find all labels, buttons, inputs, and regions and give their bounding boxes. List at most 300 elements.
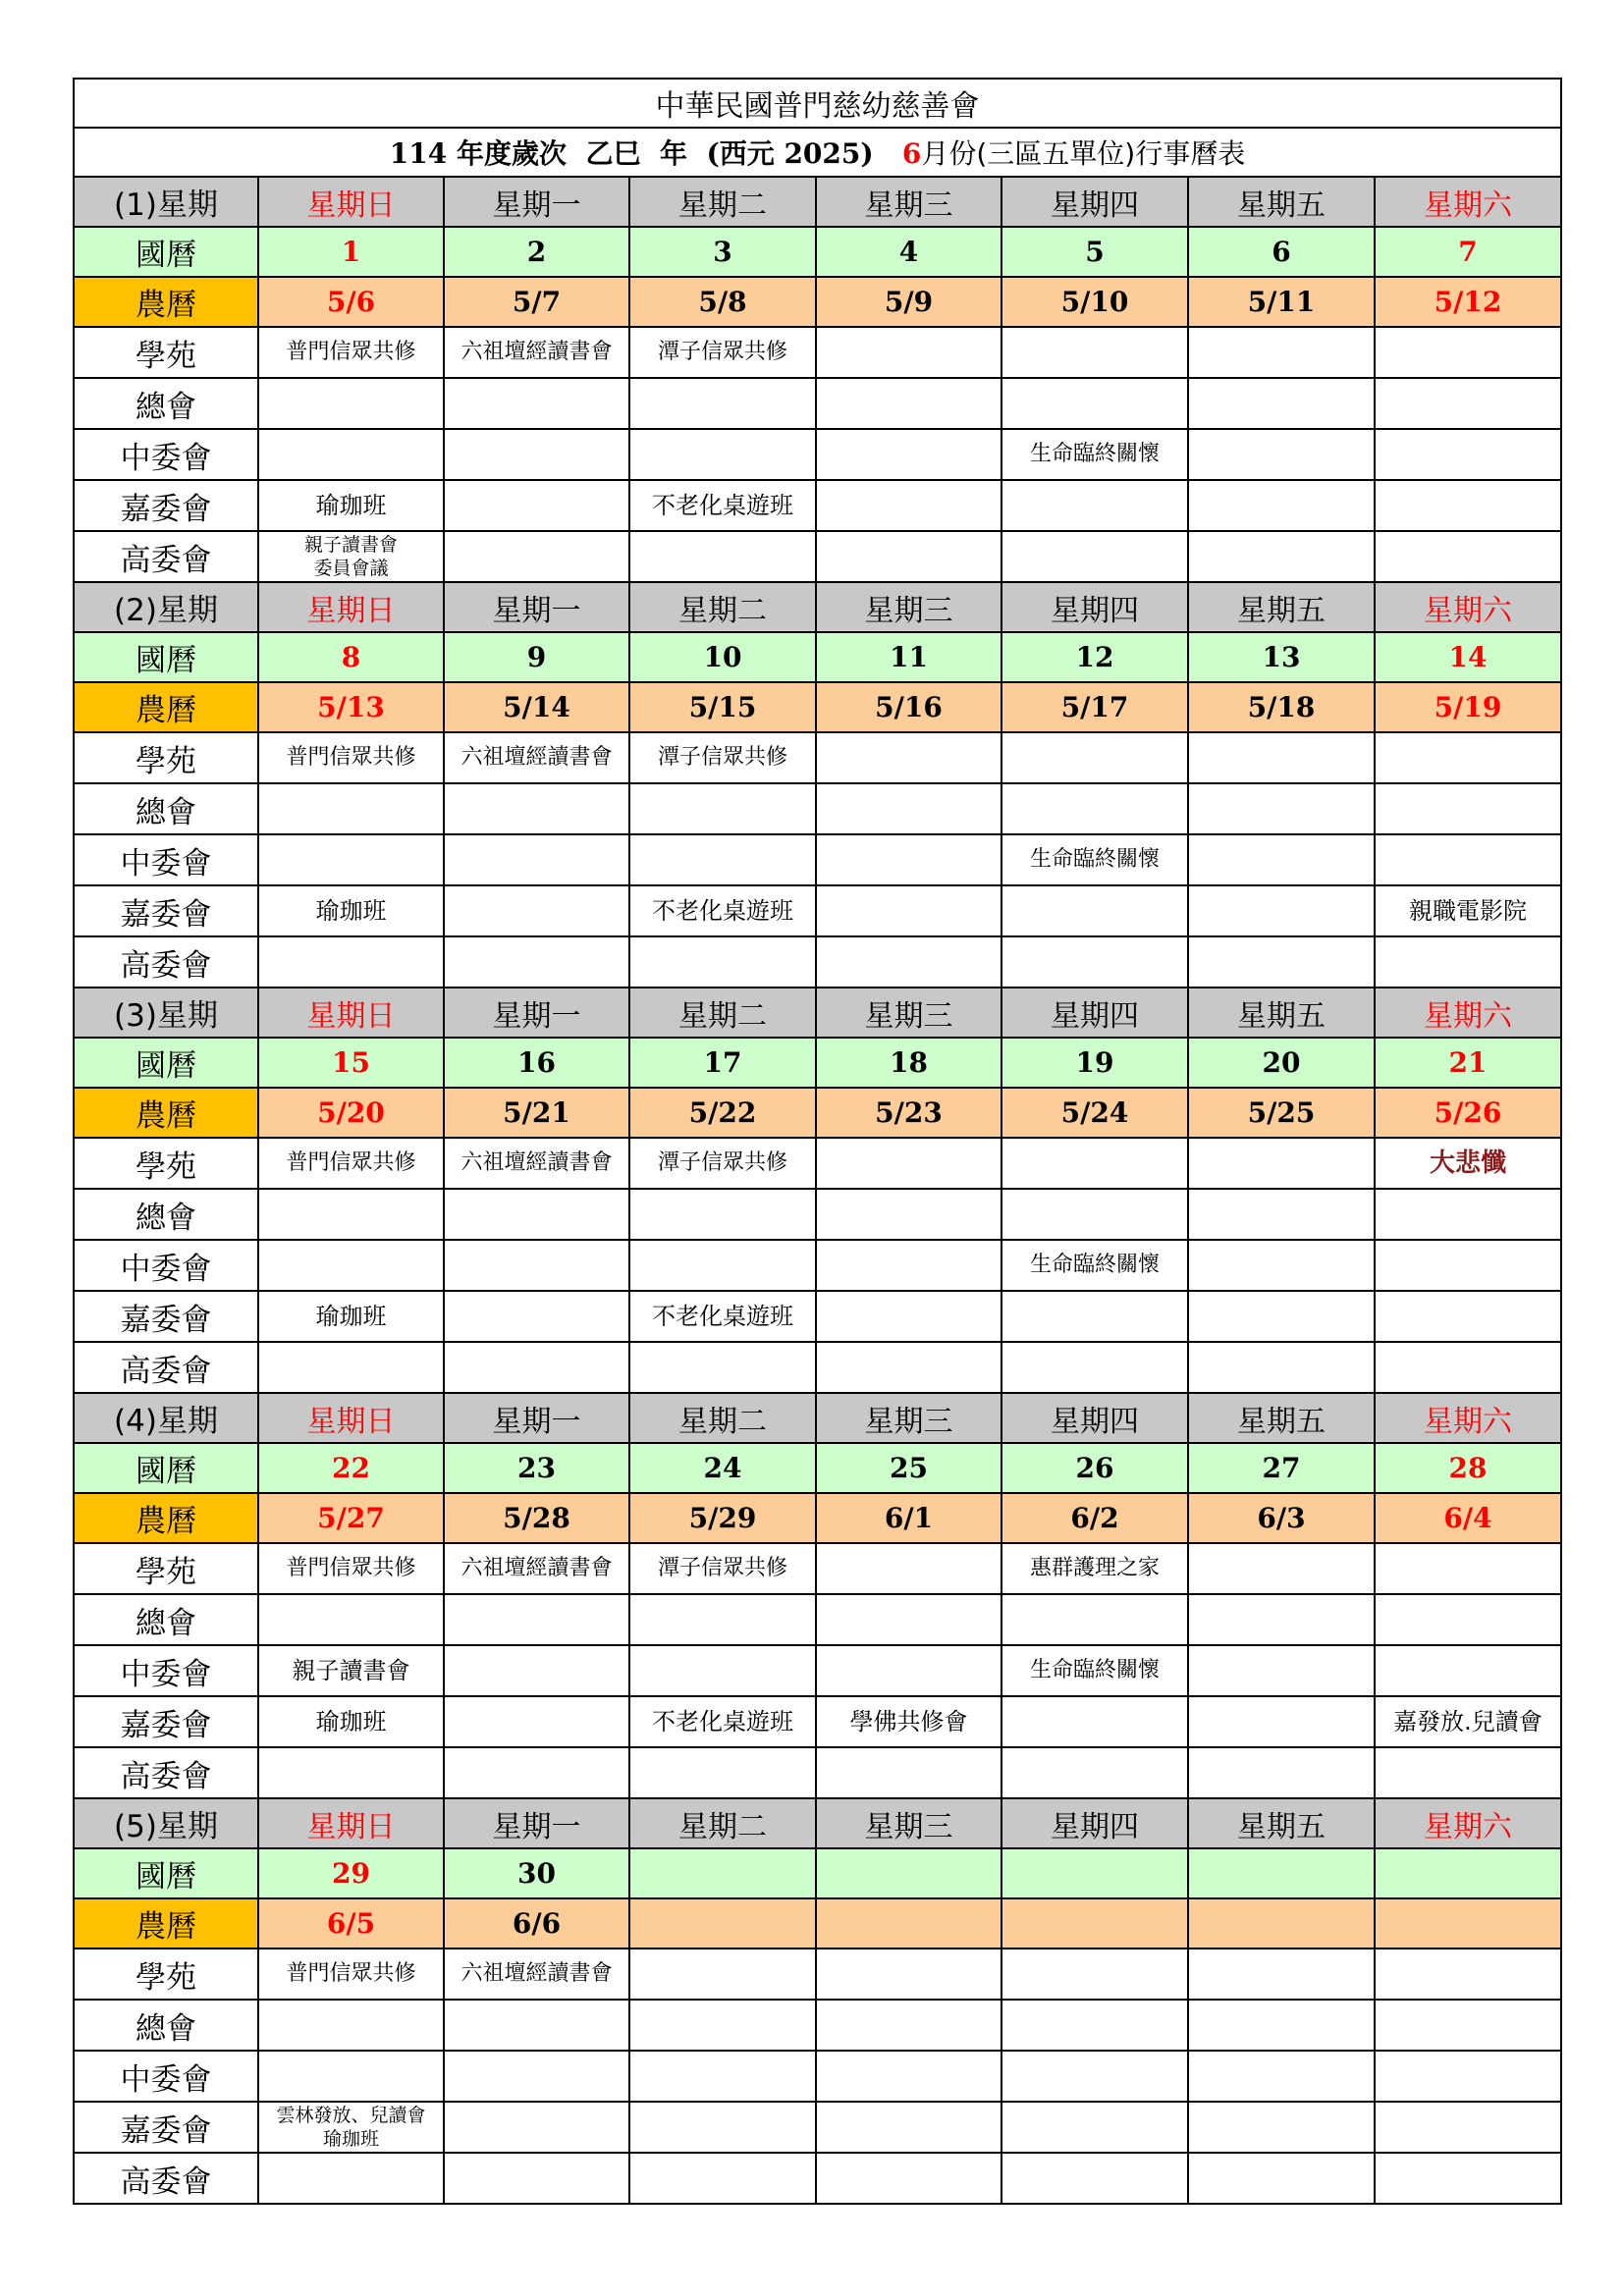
event-cell (816, 783, 1001, 834)
lunar-date: 5/9 (816, 277, 1001, 327)
jiawei-label: 嘉委會 (74, 1291, 258, 1342)
event-cell (629, 1594, 816, 1645)
lunar-row (74, 1898, 1561, 1949)
event-cell (1188, 378, 1375, 429)
event-cell (629, 1645, 816, 1696)
event-cell (1001, 1342, 1188, 1393)
gaowei-label: 高委會 (74, 2153, 258, 2204)
jiawei-row (74, 885, 1561, 936)
event-cell (444, 1189, 629, 1240)
event-cell (629, 378, 816, 429)
event-cell (629, 2000, 816, 2051)
event-cell (444, 783, 629, 834)
event-cell: 生命臨終關懷 (1001, 1240, 1188, 1291)
jiawei-label: 嘉委會 (74, 1696, 258, 1747)
gregorian-date: 17 (629, 1038, 816, 1088)
event-cell (1001, 783, 1188, 834)
event-cell: 大悲懺 (1375, 1138, 1561, 1189)
event-cell (629, 429, 816, 480)
event-cell: 親子讀書會 (258, 1645, 444, 1696)
gregorian-row (74, 1848, 1561, 1898)
week-label: (2)星期 (74, 582, 258, 632)
event-cell (444, 429, 629, 480)
zonghui-label: 總會 (74, 378, 258, 429)
week-header-row (74, 177, 1561, 227)
gregorian-date: 1 (258, 227, 444, 277)
gaowei-label: 高委會 (74, 936, 258, 988)
event-cell (1375, 1342, 1561, 1393)
lunar-date: 6/4 (1375, 1493, 1561, 1543)
zhongwei-row (74, 2051, 1561, 2102)
event-cell (629, 783, 816, 834)
week-header-row (74, 988, 1561, 1038)
event-cell (1188, 1949, 1375, 2000)
event-cell: 瑜珈班 (258, 1291, 444, 1342)
lunar-date: 5/20 (258, 1088, 444, 1138)
subtitle-suffix: 月份(三區五單位)行事曆表 (921, 137, 1246, 170)
gregorian-date: 18 (816, 1038, 1001, 1088)
weekday-name: 星期二 (629, 1393, 816, 1443)
zonghui-row (74, 2000, 1561, 2051)
weekday-name: 星期二 (629, 1798, 816, 1848)
event-cell (1188, 936, 1375, 988)
event-cell: 雲林發放、兒讀會 瑜珈班 (258, 2102, 444, 2153)
lunar-date: 6/6 (444, 1898, 629, 1949)
event-cell (444, 2102, 629, 2153)
event-cell (444, 531, 629, 582)
event-cell (1001, 1189, 1188, 1240)
event-cell: 普門信眾共修 (258, 327, 444, 378)
xueyuan-label: 學苑 (74, 732, 258, 783)
event-cell (1001, 2000, 1188, 2051)
zonghui-row (74, 378, 1561, 429)
lunar-date: 5/27 (258, 1493, 444, 1543)
weekday-name: 星期三 (816, 177, 1001, 227)
event-cell (629, 2051, 816, 2102)
lunar-label: 農曆 (74, 277, 258, 327)
event-cell (1188, 480, 1375, 531)
week-label: (4)星期 (74, 1393, 258, 1443)
event-cell (1188, 1696, 1375, 1747)
weekday-name: 星期三 (816, 1798, 1001, 1848)
gregorian-date: 20 (1188, 1038, 1375, 1088)
event-cell (629, 531, 816, 582)
event-cell (1188, 783, 1375, 834)
gregorian-label: 國曆 (74, 227, 258, 277)
gregorian-date: 3 (629, 227, 816, 277)
event-cell (629, 1240, 816, 1291)
gregorian-date: 21 (1375, 1038, 1561, 1088)
event-cell (629, 1189, 816, 1240)
zhongwei-label: 中委會 (74, 2051, 258, 2102)
lunar-date: 6/2 (1001, 1493, 1188, 1543)
event-cell: 潭子信眾共修 (629, 732, 816, 783)
jiawei-row (74, 1291, 1561, 1342)
lunar-date: 5/25 (1188, 1088, 1375, 1138)
xueyuan-label: 學苑 (74, 1949, 258, 2000)
weekday-name: 星期五 (1188, 177, 1375, 227)
event-cell (1375, 1240, 1561, 1291)
weekday-name: 星期三 (816, 1393, 1001, 1443)
weekday-name: 星期三 (816, 582, 1001, 632)
weekday-name: 星期一 (444, 1393, 629, 1443)
xueyuan-label: 學苑 (74, 1543, 258, 1594)
calendar-subtitle (74, 128, 1561, 177)
jiawei-row (74, 1696, 1561, 1747)
event-cell (1188, 429, 1375, 480)
xueyuan-label: 學苑 (74, 327, 258, 378)
weekday-name: 星期日 (258, 582, 444, 632)
zhongwei-label: 中委會 (74, 1240, 258, 1291)
event-cell (444, 1645, 629, 1696)
zonghui-row (74, 1189, 1561, 1240)
weekday-name: 星期日 (258, 988, 444, 1038)
weekday-name: 星期六 (1375, 1393, 1561, 1443)
event-cell (816, 2102, 1001, 2153)
event-cell (1375, 1594, 1561, 1645)
event-cell: 親子讀書會 委員會議 (258, 531, 444, 582)
gregorian-date: 13 (1188, 632, 1375, 682)
event-cell (1188, 2000, 1375, 2051)
event-cell: 不老化桌遊班 (629, 885, 816, 936)
event-cell (444, 1291, 629, 1342)
event-cell: 不老化桌遊班 (629, 1291, 816, 1342)
gregorian-date (1188, 1848, 1375, 1898)
event-cell (1188, 1747, 1375, 1798)
lunar-date: 5/13 (258, 682, 444, 732)
lunar-label: 農曆 (74, 682, 258, 732)
weekday-name: 星期五 (1188, 1798, 1375, 1848)
gregorian-date: 27 (1188, 1443, 1375, 1493)
event-cell: 六祖壇經讀書會 (444, 327, 629, 378)
event-cell (1188, 1291, 1375, 1342)
lunar-date: 5/26 (1375, 1088, 1561, 1138)
xueyuan-row (74, 327, 1561, 378)
event-cell (816, 885, 1001, 936)
weekday-name: 星期二 (629, 988, 816, 1038)
gregorian-date: 23 (444, 1443, 629, 1493)
event-cell (816, 1291, 1001, 1342)
subtitle-year: 114 年度歲次 乙巳 年 (西元 2025) (389, 137, 874, 170)
event-cell (816, 2000, 1001, 2051)
gregorian-date: 28 (1375, 1443, 1561, 1493)
event-cell (444, 1342, 629, 1393)
event-cell (1188, 327, 1375, 378)
weekday-name: 星期一 (444, 177, 629, 227)
gregorian-date: 5 (1001, 227, 1188, 277)
event-cell (444, 936, 629, 988)
weekday-name: 星期五 (1188, 988, 1375, 1038)
gaowei-row (74, 1747, 1561, 1798)
event-cell (1001, 1949, 1188, 2000)
event-cell (258, 2051, 444, 2102)
xueyuan-row (74, 732, 1561, 783)
event-cell: 學佛共修會 (816, 1696, 1001, 1747)
weekday-name: 星期三 (816, 988, 1001, 1038)
event-cell (1375, 1949, 1561, 2000)
event-cell (629, 1747, 816, 1798)
gregorian-date: 26 (1001, 1443, 1188, 1493)
event-cell (258, 783, 444, 834)
lunar-date (1188, 1898, 1375, 1949)
event-cell (1188, 531, 1375, 582)
event-cell: 普門信眾共修 (258, 1543, 444, 1594)
gregorian-date: 11 (816, 632, 1001, 682)
event-cell (1375, 1189, 1561, 1240)
event-cell (1375, 327, 1561, 378)
jiawei-row (74, 2102, 1561, 2153)
gaowei-label: 高委會 (74, 531, 258, 582)
lunar-date: 5/6 (258, 277, 444, 327)
jiawei-row (74, 480, 1561, 531)
event-cell (816, 1342, 1001, 1393)
event-cell (1375, 429, 1561, 480)
event-cell (816, 378, 1001, 429)
event-cell (816, 429, 1001, 480)
event-cell (1375, 378, 1561, 429)
gregorian-label: 國曆 (74, 632, 258, 682)
gregorian-row (74, 632, 1561, 682)
event-cell (258, 2000, 444, 2051)
gaowei-label: 高委會 (74, 1747, 258, 1798)
lunar-date (629, 1898, 816, 1949)
event-cell (816, 2153, 1001, 2204)
lunar-date: 5/18 (1188, 682, 1375, 732)
lunar-label: 農曆 (74, 1088, 258, 1138)
gregorian-date: 19 (1001, 1038, 1188, 1088)
gaowei-row (74, 1342, 1561, 1393)
event-cell: 瑜珈班 (258, 480, 444, 531)
event-cell (1001, 1291, 1188, 1342)
xueyuan-label: 學苑 (74, 1138, 258, 1189)
event-cell: 生命臨終關懷 (1001, 429, 1188, 480)
event-cell: 不老化桌遊班 (629, 480, 816, 531)
event-cell (1001, 480, 1188, 531)
zonghui-row (74, 783, 1561, 834)
event-cell (1001, 1747, 1188, 1798)
event-cell (1188, 1189, 1375, 1240)
event-cell (1375, 2000, 1561, 2051)
gregorian-row (74, 1443, 1561, 1493)
event-cell (1188, 2153, 1375, 2204)
weekday-name: 星期一 (444, 582, 629, 632)
event-cell: 六祖壇經讀書會 (444, 732, 629, 783)
event-cell (444, 378, 629, 429)
event-cell (1375, 2051, 1561, 2102)
event-cell (816, 327, 1001, 378)
zhongwei-row (74, 1240, 1561, 1291)
event-cell (816, 936, 1001, 988)
zhongwei-row (74, 429, 1561, 480)
lunar-date: 6/1 (816, 1493, 1001, 1543)
event-cell (1375, 936, 1561, 988)
event-cell (1375, 1291, 1561, 1342)
weekday-name: 星期五 (1188, 1393, 1375, 1443)
event-cell (1188, 834, 1375, 885)
gregorian-row (74, 1038, 1561, 1088)
event-cell (816, 732, 1001, 783)
event-cell: 瑜珈班 (258, 885, 444, 936)
gregorian-date: 12 (1001, 632, 1188, 682)
event-cell (1188, 885, 1375, 936)
event-cell (1188, 1240, 1375, 1291)
event-cell: 普門信眾共修 (258, 1138, 444, 1189)
event-cell (816, 1747, 1001, 1798)
weekday-name: 星期六 (1375, 988, 1561, 1038)
event-cell (1188, 1138, 1375, 1189)
weekday-name: 星期日 (258, 177, 444, 227)
gregorian-date: 4 (816, 227, 1001, 277)
event-cell (1001, 2153, 1188, 2204)
event-cell (1375, 1645, 1561, 1696)
weekday-name: 星期一 (444, 988, 629, 1038)
weekday-name: 星期四 (1001, 582, 1188, 632)
event-cell (1001, 1696, 1188, 1747)
weekday-name: 星期六 (1375, 582, 1561, 632)
zonghui-label: 總會 (74, 1594, 258, 1645)
event-cell (1375, 531, 1561, 582)
jiawei-label: 嘉委會 (74, 885, 258, 936)
gregorian-label: 國曆 (74, 1443, 258, 1493)
weekday-name: 星期四 (1001, 177, 1188, 227)
gaowei-row (74, 2153, 1561, 2204)
weekday-name: 星期六 (1375, 177, 1561, 227)
event-cell (1375, 732, 1561, 783)
event-cell (258, 936, 444, 988)
zhongwei-label: 中委會 (74, 429, 258, 480)
lunar-date: 6/5 (258, 1898, 444, 1949)
event-cell: 普門信眾共修 (258, 732, 444, 783)
event-cell: 生命臨終關懷 (1001, 1645, 1188, 1696)
gregorian-date: 10 (629, 632, 816, 682)
gregorian-date: 6 (1188, 227, 1375, 277)
event-cell (1375, 2153, 1561, 2204)
event-cell (1001, 885, 1188, 936)
lunar-row (74, 277, 1561, 327)
gregorian-date: 7 (1375, 227, 1561, 277)
weekday-name: 星期六 (1375, 1798, 1561, 1848)
weekday-name: 星期日 (258, 1798, 444, 1848)
event-cell (1188, 1543, 1375, 1594)
event-cell (258, 1594, 444, 1645)
xueyuan-row (74, 1138, 1561, 1189)
event-cell (816, 1949, 1001, 2000)
event-cell (444, 1696, 629, 1747)
event-cell: 普門信眾共修 (258, 1949, 444, 2000)
event-cell (816, 1189, 1001, 1240)
zhongwei-row (74, 1645, 1561, 1696)
lunar-date (1001, 1898, 1188, 1949)
gregorian-date: 29 (258, 1848, 444, 1898)
weekday-name: 星期五 (1188, 582, 1375, 632)
event-cell (1188, 732, 1375, 783)
lunar-date: 5/19 (1375, 682, 1561, 732)
event-cell (444, 1594, 629, 1645)
event-cell (1001, 1594, 1188, 1645)
event-cell (816, 531, 1001, 582)
event-cell (629, 1342, 816, 1393)
event-cell (1188, 2051, 1375, 2102)
event-cell (629, 1949, 816, 2000)
gregorian-date: 2 (444, 227, 629, 277)
zhongwei-label: 中委會 (74, 1645, 258, 1696)
lunar-date: 5/11 (1188, 277, 1375, 327)
lunar-date: 5/24 (1001, 1088, 1188, 1138)
event-cell: 不老化桌遊班 (629, 1696, 816, 1747)
week-header-row (74, 1393, 1561, 1443)
event-cell (1375, 1747, 1561, 1798)
lunar-date: 5/28 (444, 1493, 629, 1543)
gregorian-date: 25 (816, 1443, 1001, 1493)
event-cell (1001, 2102, 1188, 2153)
event-cell: 嘉發放.兒讀會 (1375, 1696, 1561, 1747)
subtitle-month: 6 (901, 137, 922, 170)
gregorian-date (1375, 1848, 1561, 1898)
lunar-date: 5/7 (444, 277, 629, 327)
event-cell: 生命臨終關懷 (1001, 834, 1188, 885)
event-cell (1375, 783, 1561, 834)
event-cell (1375, 834, 1561, 885)
gregorian-date: 16 (444, 1038, 629, 1088)
lunar-date (816, 1898, 1001, 1949)
event-cell (1375, 480, 1561, 531)
event-cell (1375, 1543, 1561, 1594)
jiawei-label: 嘉委會 (74, 480, 258, 531)
event-cell (816, 1138, 1001, 1189)
event-cell (629, 2153, 816, 2204)
event-cell (816, 1543, 1001, 1594)
lunar-row (74, 1493, 1561, 1543)
gregorian-date: 9 (444, 632, 629, 682)
event-cell: 六祖壇經讀書會 (444, 1949, 629, 2000)
event-cell: 六祖壇經讀書會 (444, 1543, 629, 1594)
gregorian-date (629, 1848, 816, 1898)
event-cell (444, 1747, 629, 1798)
event-cell (1001, 732, 1188, 783)
event-cell (258, 2153, 444, 2204)
jiawei-label: 嘉委會 (74, 2102, 258, 2153)
event-cell (1001, 2051, 1188, 2102)
week-header-row (74, 1798, 1561, 1848)
event-cell (1188, 1645, 1375, 1696)
weekday-name: 星期日 (258, 1393, 444, 1443)
event-cell (444, 834, 629, 885)
event-cell (444, 885, 629, 936)
event-cell: 潭子信眾共修 (629, 1543, 816, 1594)
event-cell (1001, 378, 1188, 429)
xueyuan-row (74, 1949, 1561, 2000)
lunar-date: 5/10 (1001, 277, 1188, 327)
lunar-date: 5/14 (444, 682, 629, 732)
event-cell (444, 480, 629, 531)
lunar-date: 5/21 (444, 1088, 629, 1138)
lunar-label: 農曆 (74, 1898, 258, 1949)
event-cell: 六祖壇經讀書會 (444, 1138, 629, 1189)
event-cell (444, 2051, 629, 2102)
event-cell (816, 480, 1001, 531)
lunar-date: 5/15 (629, 682, 816, 732)
weekday-name: 星期一 (444, 1798, 629, 1848)
lunar-date: 5/22 (629, 1088, 816, 1138)
event-cell (444, 2000, 629, 2051)
week-label: (3)星期 (74, 988, 258, 1038)
lunar-date (1375, 1898, 1561, 1949)
gregorian-date (816, 1848, 1001, 1898)
gregorian-date: 15 (258, 1038, 444, 1088)
event-cell (816, 1594, 1001, 1645)
gregorian-label: 國曆 (74, 1038, 258, 1088)
event-cell (816, 834, 1001, 885)
